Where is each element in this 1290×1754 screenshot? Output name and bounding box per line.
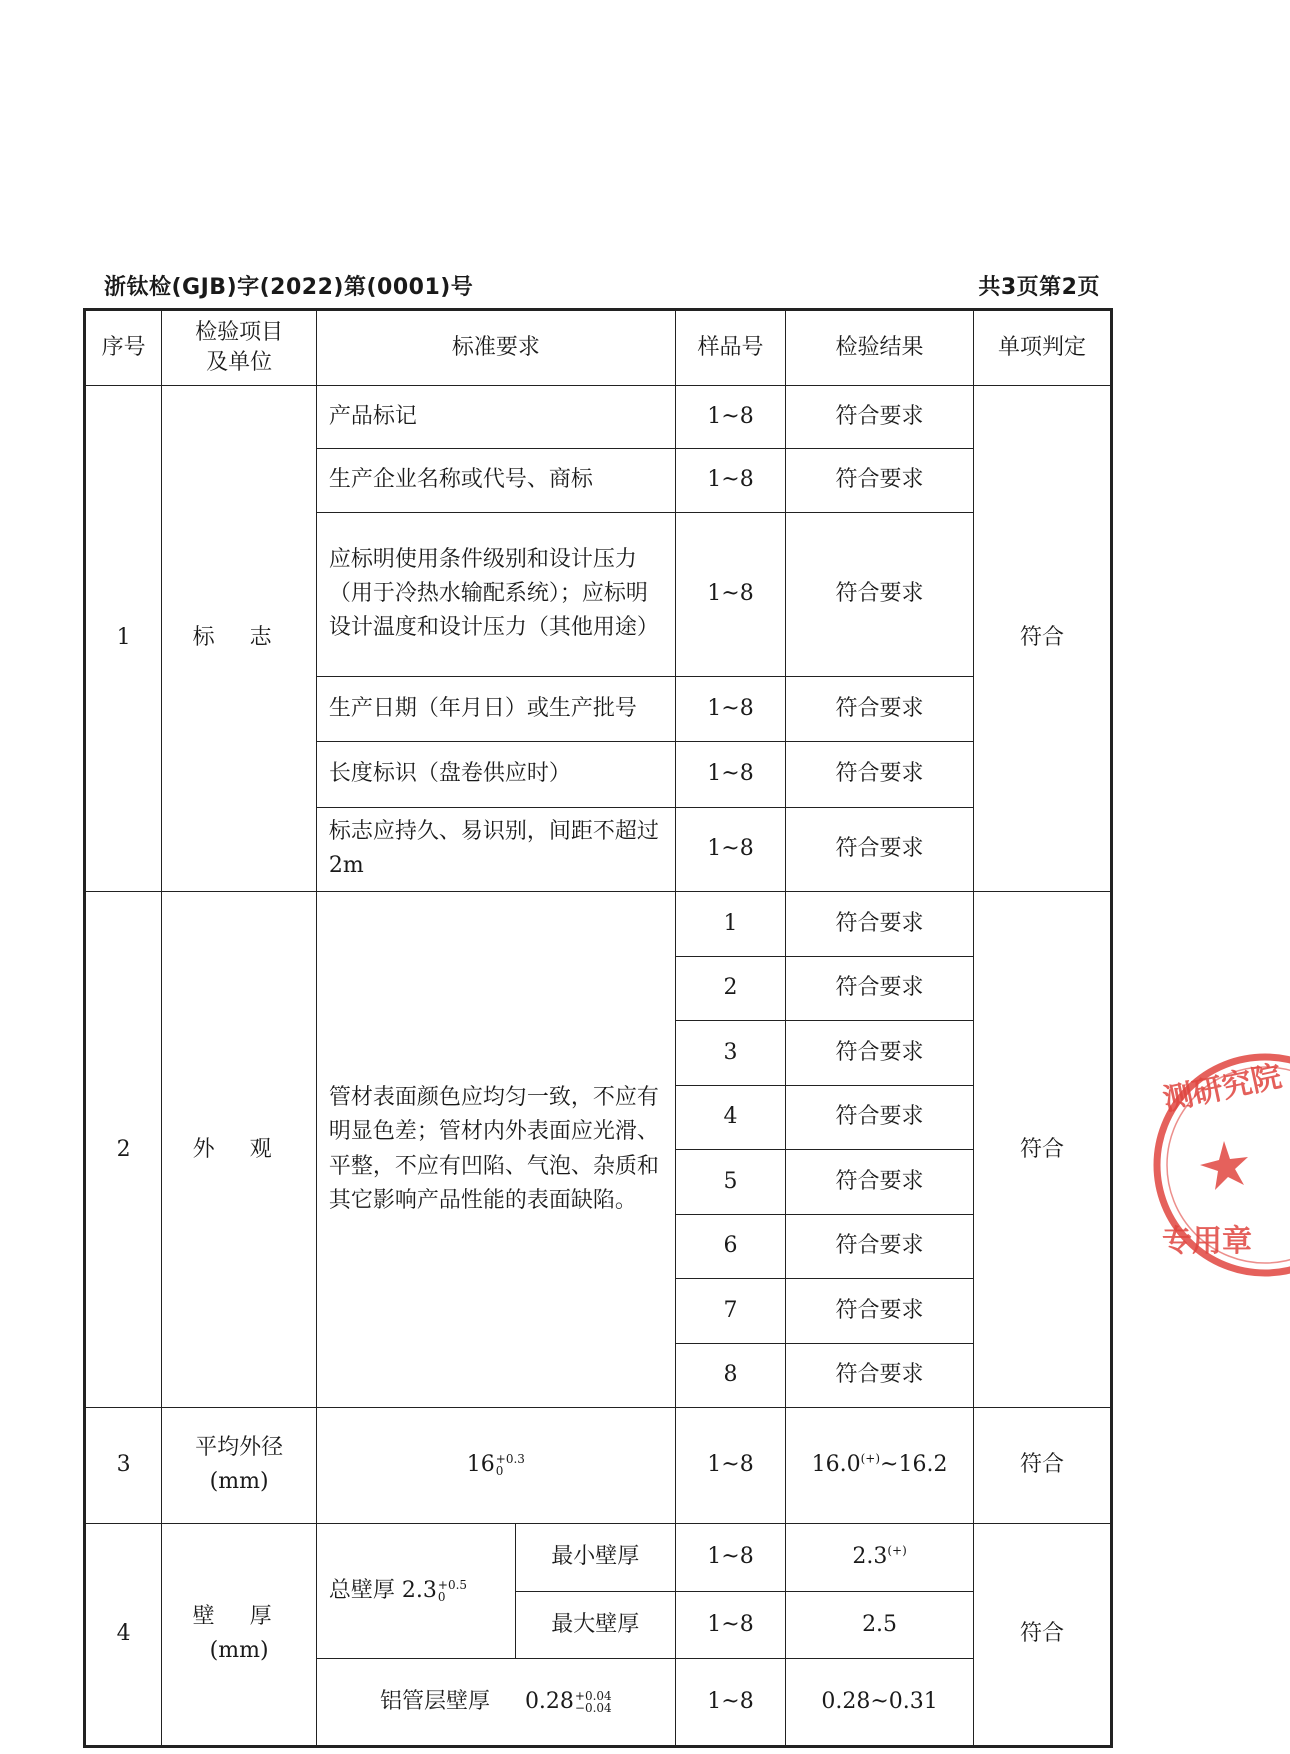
item1-requirement: 标志应持久、易识别，间距不超过2m [316, 807, 675, 891]
item1-sample: 1~8 [675, 742, 785, 808]
item4-total-thickness [316, 1523, 515, 1659]
table-row [85, 1407, 1112, 1523]
item3-result [786, 1407, 974, 1523]
page-info: 共3页第2页 [978, 275, 1100, 300]
item1-requirement: 长度标识（盘卷供应时） [316, 742, 675, 808]
item1-result: 符合要求 [786, 807, 974, 891]
header-result: 检验结果 [786, 310, 974, 386]
item1-sample: 1~8 [675, 807, 785, 891]
item4-name-text: 壁 厚 [192, 1604, 286, 1630]
seal-text-top: 测研究院 [1160, 1058, 1285, 1119]
item4-verdict: 符合 [973, 1523, 1111, 1746]
item4-al-lower: −0.04 [574, 1701, 612, 1716]
item1-requirement: 生产企业名称或代号、商标 [316, 449, 675, 512]
item2-sample: 7 [675, 1279, 785, 1343]
item1-requirement: 产品标记 [316, 385, 675, 448]
item3-result-a: 16.0 [811, 1452, 861, 1478]
table-row [85, 1523, 1112, 1591]
item3-result-mark: (+) [860, 1452, 881, 1467]
item4-total-tolerance [438, 1579, 467, 1603]
item2-result: 符合要求 [786, 1150, 974, 1214]
item4-min-sample: 1~8 [675, 1523, 785, 1591]
item2-result: 符合要求 [786, 892, 974, 956]
item1-requirement: 生产日期（年月日）或生产批号 [316, 676, 675, 742]
item2-requirement: 管材表面颜色应均匀一致，不应有明显色差；管材内外表面应光滑、平整，不应有凹陷、气泡、杂质和其它影响产品性能的表面缺陷。 [316, 892, 675, 1408]
item4-min-label: 最小壁厚 [515, 1523, 675, 1591]
item3-req-upper: +0.3 [495, 1452, 525, 1467]
item1-result: 符合要求 [786, 742, 974, 808]
item2-result: 符合要求 [786, 1214, 974, 1278]
item4-min-mark: (+) [887, 1543, 907, 1558]
item4-unit: (mm) [209, 1638, 269, 1664]
header-no: 序号 [85, 310, 162, 386]
item1-result: 符合要求 [786, 676, 974, 742]
header-sample: 样品号 [675, 310, 785, 386]
item2-no: 2 [85, 892, 162, 1408]
item3-sample: 1~8 [675, 1407, 785, 1523]
item4-no: 4 [85, 1523, 162, 1746]
table-header-row [85, 310, 1112, 386]
item2-verdict: 符合 [973, 892, 1111, 1408]
header-item-line2: 及单位 [206, 349, 273, 375]
item4-total-lower: 0 [437, 1590, 446, 1605]
item2-name: 外 观 [162, 892, 317, 1408]
item3-requirement [316, 1407, 675, 1523]
item3-req-base: 16 [466, 1452, 495, 1478]
item3-no: 3 [85, 1407, 162, 1523]
item4-al-upper: +0.04 [574, 1689, 612, 1704]
item1-sample: 1~8 [675, 676, 785, 742]
item1-no: 1 [85, 385, 162, 891]
item4-max-result: 2.5 [786, 1591, 974, 1659]
item2-sample: 6 [675, 1214, 785, 1278]
item3-name-text: 平均外径 [195, 1435, 284, 1461]
item4-al-base: 0.28 [524, 1689, 574, 1715]
item1-requirement: 应标明使用条件级别和设计压力（用于冷热水输配系统）；应标明设计温度和设计压力（其他用途） [316, 512, 675, 676]
item1-result: 符合要求 [786, 385, 974, 448]
item3-verdict: 符合 [973, 1407, 1111, 1523]
item2-sample: 1 [675, 892, 785, 956]
inspection-table [83, 308, 1113, 1748]
item1-sample: 1~8 [675, 512, 785, 676]
item4-al-label: 铝管层壁厚 [379, 1689, 490, 1715]
official-seal-stamp [1140, 1045, 1290, 1285]
item4-total-label: 总壁厚 [328, 1578, 395, 1604]
item2-result: 符合要求 [786, 956, 974, 1020]
item1-sample: 1~8 [675, 449, 785, 512]
item4-min-value: 2.3 [852, 1544, 888, 1570]
item2-sample: 3 [675, 1021, 785, 1085]
item4-al-tolerance [575, 1690, 612, 1714]
item3-tolerance [496, 1453, 525, 1477]
header-item-line1: 检验项目 [195, 320, 284, 346]
table-row [85, 892, 1112, 956]
item4-al-result: 0.28~0.31 [786, 1659, 974, 1747]
item4-al-thickness [316, 1659, 675, 1747]
item2-result: 符合要求 [786, 1279, 974, 1343]
item3-req-lower: 0 [495, 1464, 504, 1479]
item1-result: 符合要求 [786, 512, 974, 676]
item4-name [162, 1523, 317, 1746]
item1-sample: 1~8 [675, 385, 785, 448]
item3-unit: (mm) [209, 1469, 269, 1495]
header-requirement: 标准要求 [316, 310, 675, 386]
item4-al-sample: 1~8 [675, 1659, 785, 1747]
item4-min-result [786, 1523, 974, 1591]
report-number: 浙钛检(GJB)字(2022)第(0001)号 [104, 275, 474, 300]
item4-total-upper: +0.5 [437, 1578, 468, 1593]
seal-text-bottom: 专用章 [1162, 1224, 1252, 1259]
item2-sample: 4 [675, 1085, 785, 1149]
item2-sample: 2 [675, 956, 785, 1020]
table-row [85, 385, 1112, 448]
item2-result: 符合要求 [786, 1343, 974, 1407]
header-item [162, 310, 317, 386]
item4-total-base: 2.3 [401, 1578, 437, 1604]
item3-result-b: ~16.2 [880, 1452, 948, 1478]
item1-result: 符合要求 [786, 449, 974, 512]
item1-name: 标 志 [162, 385, 317, 891]
item4-max-label: 最大壁厚 [515, 1591, 675, 1659]
item2-sample: 5 [675, 1150, 785, 1214]
item2-result: 符合要求 [786, 1085, 974, 1149]
item2-result: 符合要求 [786, 1021, 974, 1085]
header-verdict: 单项判定 [973, 310, 1111, 386]
item1-verdict: 符合 [973, 385, 1111, 891]
item4-max-sample: 1~8 [675, 1591, 785, 1659]
item3-name [162, 1407, 317, 1523]
item2-sample: 8 [675, 1343, 785, 1407]
